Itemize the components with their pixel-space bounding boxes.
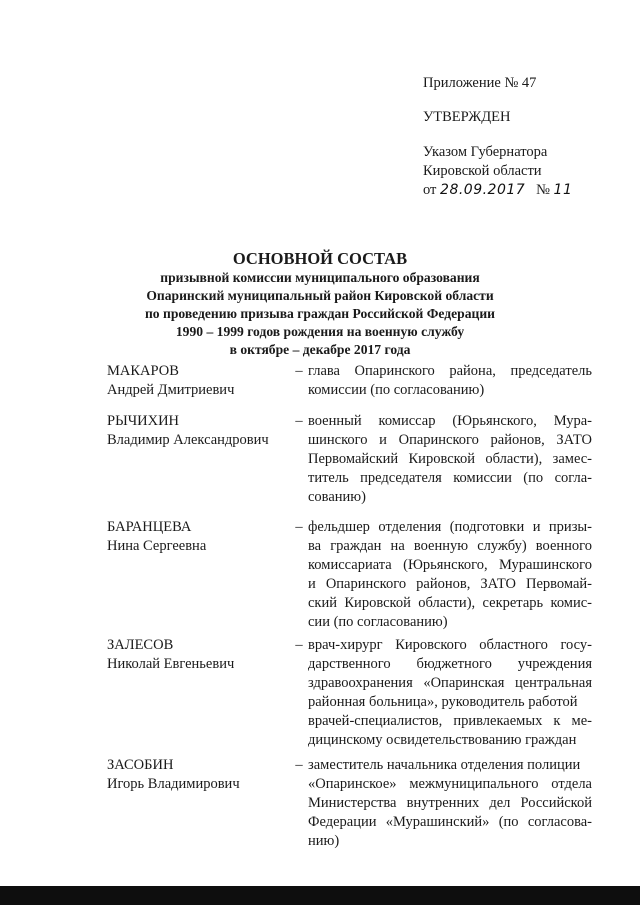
member-role <box>308 518 592 632</box>
member-name <box>107 636 292 674</box>
approval-block <box>423 74 623 200</box>
role-line: шинского и Опаринского районов, ЗАТО <box>308 432 592 448</box>
member-name <box>107 362 292 400</box>
member-role <box>308 362 592 400</box>
role-line: Министерства внутренних дел Российской <box>308 795 592 811</box>
role-line: Первомайский Кировской области), замес- <box>308 451 592 467</box>
member-dash: – <box>295 757 303 773</box>
member-surname: БАРАНЦЕВА <box>107 519 192 535</box>
approved-label: УТВЕРЖДЕН <box>423 109 511 125</box>
appendix-number: Приложение № 47 <box>423 75 537 91</box>
role-line: сии (по согласованию) <box>308 614 448 630</box>
role-line: ва граждан на военную службу) военного <box>308 538 592 554</box>
role-line: врач-хирург Кировского областного госу- <box>308 637 592 653</box>
member-role <box>308 756 592 851</box>
role-line: военный комиссар (Юрьянского, Мура- <box>308 413 592 429</box>
member-given-name: Нина Сергеевна <box>107 538 207 554</box>
role-line: ский Кировской области), секретарь комис- <box>308 595 592 611</box>
member-name <box>107 412 292 450</box>
heading-line: Опаринский муниципальный район Кировской области <box>146 288 494 303</box>
role-line: комиссии (по согласованию) <box>308 382 485 398</box>
member-surname: МАКАРОВ <box>107 363 179 379</box>
decree-line-2: Кировской области <box>423 163 542 179</box>
role-line: и Опаринского районов, ЗАТО Первомай- <box>308 576 592 592</box>
member-given-name: Игорь Владимирович <box>107 776 240 792</box>
role-line: нию) <box>308 833 340 849</box>
scan-edge-bar <box>0 886 640 905</box>
handwritten-number: 11 <box>553 182 573 198</box>
document-title: ОСНОВНОЙ СОСТАВ <box>232 249 408 268</box>
member-name <box>107 518 292 556</box>
member-given-name: Андрей Дмитриевич <box>107 382 235 398</box>
role-line: сованию) <box>308 489 366 505</box>
role-line: «Опаринское» межмуниципального отдела <box>308 776 592 792</box>
decree-line-1: Указом Губернатора <box>423 144 548 160</box>
member-dash: – <box>295 637 303 653</box>
number-prefix: № <box>536 182 550 198</box>
document-heading <box>100 248 540 359</box>
decree-date-line <box>423 181 623 200</box>
role-line: Федерации «Мурашинский» (по согласова- <box>308 814 592 830</box>
role-line: комиссариата (Юрьянского, Мурашинского <box>308 557 592 573</box>
heading-line: по проведению призыва граждан Российской Федерации <box>144 306 496 321</box>
member-given-name: Владимир Александрович <box>107 432 269 448</box>
member-dash: – <box>295 519 303 535</box>
role-line: дицинскому освидетельствованию граждан <box>308 732 577 748</box>
role-line: врачей-специалистов, привлекаемых к ме- <box>308 713 592 729</box>
role-line: заместитель начальника отделения полиции <box>308 757 581 773</box>
role-line: глава Опаринского района, председатель <box>308 363 592 379</box>
heading-line: 1990 – 1999 годов рождения на военную службу <box>175 324 465 339</box>
from-prefix: от <box>423 182 437 198</box>
member-dash: – <box>295 413 303 429</box>
member-surname: ЗАЛЕСОВ <box>107 637 174 653</box>
handwritten-date: 28.09.2017 <box>440 182 526 198</box>
role-line: титель председателя комиссии (по согла- <box>308 470 592 486</box>
member-role <box>308 412 592 507</box>
member-surname: РЫЧИХИН <box>107 413 180 429</box>
role-line: фельдшер отделения (подготовки и призы- <box>308 519 592 535</box>
member-role <box>308 636 592 750</box>
role-line: районная больница», руководитель работой <box>308 694 578 710</box>
member-name <box>107 756 292 794</box>
member-surname: ЗАСОБИН <box>107 757 174 773</box>
member-dash: – <box>295 363 303 379</box>
member-given-name: Николай Евгеньевич <box>107 656 235 672</box>
heading-line: призывной комиссии муниципального образования <box>160 270 480 285</box>
heading-line: в октябре – декабре 2017 года <box>229 342 411 357</box>
role-line: здравоохранения «Опаринская центральная <box>308 675 592 691</box>
role-line: дарственного бюджетного учреждения <box>308 656 592 672</box>
